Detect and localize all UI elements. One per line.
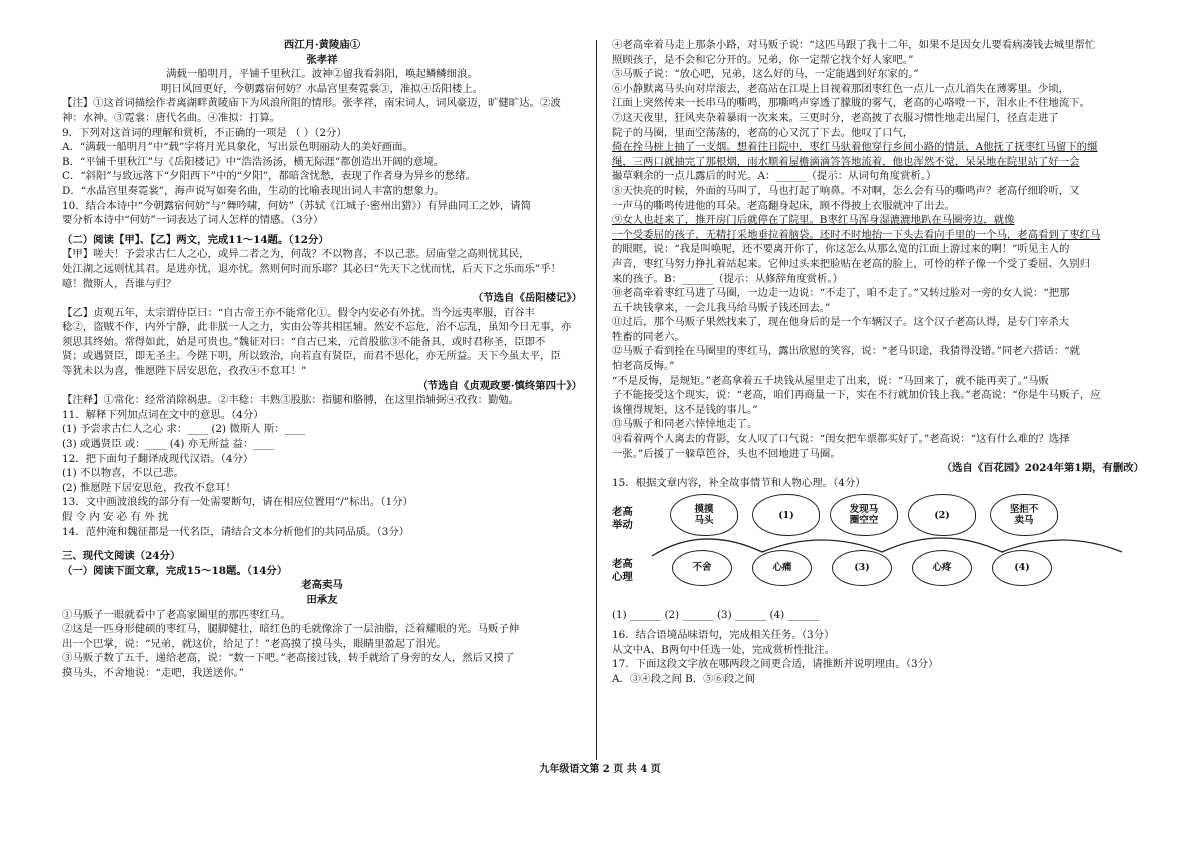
feeling-bubble: (3) [832,550,892,586]
text-line: 撮草剩余的一点儿露后的时光。A：______（提示：从词句角度赏析。） [612,170,937,183]
text-line: 院子的马圈，里面空荡荡的，老高的心又沉了下去。他叹了口气， [612,126,914,139]
text-line: ⑬马贩子和同老六悻悻地走了。 [612,418,758,431]
text-line: (3) 或遇贤臣 或：____ (4) 亦无所益 益：____ [62,438,275,451]
text-line: 一声马的嘶鸣传进他的耳朵。老高翻身起床，顾不得披上衣服就冲了出去。 [612,199,955,212]
text-line: 一张。”后援了一躲草笆谷，头也不回地进了马圈。 [612,447,841,460]
text-line: ⑧天快亮的时候，外面的马叫了，马也打起了响鼻。不对啊，怎么会有马的嘶鸣声？老高仔细聆听，又 [612,184,1080,197]
text-line: 声音，枣红马努力挣扎着站起来。它伸过头来把脸贴在老高的脸上，可怜的样子像一个受了委屈、久别归 [612,257,1090,270]
text-line: (1) ______ (2) ______ (3) ______ (4) ______ [612,609,819,622]
text-line: 噫！微斯人，吾谁与归？ [62,277,177,290]
text-line: 【甲】嗟夫！予尝求古仁人之心，或异二者之为，何哉？不以物喜，不以己悲。居庙堂之高则忧其民， [62,248,530,261]
text-line: (1) 不以物喜，不以己悲。 [62,467,184,480]
text-line: 明日风回更好，今朝露宿何妨？水晶宫里奏霓裳③，准拟④岳阳楼上。 [160,82,484,95]
column-divider [596,40,597,760]
text-line: 绳，三两口就抽完了那根烟，雨水顺着屋檐滴滴答答地流着，他也浑然不觉，呆呆地在院里站了好一会 [612,155,1080,168]
text-line: ③马贩子数了五千，递给老高，说：“数一下吧。”老高接过钱，转手就给了身旁的女人，然后又摸了 [62,652,515,665]
text-line: ⑨女人也赶来了，推开房门后就停在了院里。B枣红马浑身湿漉漉地趴在马圈旁边，就像 [612,214,1015,227]
feeling-bubble: 心痛 [752,550,812,586]
text-line: 照顾孩子，是不会和它分开的。兄弟，你一定帮它找个好人家吧。” [612,53,914,66]
text-line: 11．解释下列加点词在文中的意思。（4分） [62,408,264,421]
text-line: 14．范仲淹和魏征都是一代名臣，请结合文本分析他们的共同品质。（3分） [62,525,410,538]
action-cloud: 发现马 圈空空 [830,494,898,536]
text-line: 处江湖之远则忧其君。是进亦忧，退亦忧。然则何时而乐耶？其必曰“先天下之忧而忧，后天下之乐而乐”乎！ [62,262,561,275]
text-line: 9．下列对这首词的理解和赏析，不正确的一项是 （ ）（2分） [62,126,347,139]
text-line: ⑤马贩子说：“放心吧，兄弟，这么好的马，一定能遇到好东家的。” [612,68,919,81]
text-line: 倚在拴马桩上抽了一支烟。想着往日院中，枣红马驮着他穿行乡间小路的情景，A他抚了抚枣红马留下的缰 [612,141,1098,154]
left-column [62,38,582,681]
text-line: 15．根据文章内容，补全故事情节和人物心理。（4分） [612,476,866,489]
text-line: 要分析本诗中“何妨”一词表达了词人怎样的情感。（3分） [62,214,324,227]
text-line: 贤；或遇贤臣，即无圣主。今陛下明，所以致治，向若直有贤臣，而君不思化，亦无所益。天下今虽太平，臣 [62,350,561,363]
right-top-text [612,38,1144,490]
text-line: 西江月·黄陵庙① [283,39,361,51]
text-line: 神：水神。③霓裳：唐代名曲。④准拟：打算。 [62,111,281,124]
text-line: 子不能接受这个现实，说：“老高，咱们再商量一下，实在不行就加价钱上我。”老高说：“你是牛马贩子，应 [612,389,1101,402]
text-line: 【注】①这首词描绘作者离湖畔黄陵庙下为风浪所阻的情形。张孝祥，南宋词人，词风豪迈，旷健旷达。②波 [62,97,561,110]
text-line: ②这是一匹身形健硕的枣红马，腿脚健壮，暗红色的毛就像涂了一层油脂，泛着耀眼的光。马贩子伸 [62,623,520,636]
text-line: 张孝祥 [306,53,338,66]
text-line: 出一个巴掌，说：“兄弟，就这价，给足了！”老高摸了摸马头，眼睛里盈起了泪光。 [62,637,447,650]
row-label-feelings: 老高 心理 [612,558,633,584]
text-line: C．“斜阳”与致远落下“夕阳西下”中的“夕阳”，都暗含忧愁，表现了作者身为异乡的愁绪。 [62,170,476,183]
action-cloud: (2) [908,494,976,536]
text-line: ⑫马贩子看到拴在马圈里的枣红马，露出欣慰的笑容，说：“老马识途，我猜得没错。”同老六搭话：“就 [612,345,1080,358]
text-line: 五千块钱拿来，一会儿我马给马贩子钱还回去。” [612,301,831,314]
text-line: ⑭看着两个人离去的背影，女人叹了口气说：“闺女把车票都买好了。”老高说：“这有什么难的？选择 [612,433,1070,446]
page-footer: 九年级语文第 2 页 共 4 页 [539,764,661,775]
text-line: ①马贩子一眼就看中了老高家圈里的那匹枣红马。 [62,608,291,621]
text-line: （节选自《岳阳楼记》） [472,292,582,305]
text-line: 摸马头，不舍地说：“走吧，我送送你。” [62,666,245,679]
feeling-bubble: 不舍 [672,550,732,586]
text-line: 一个受委屈的孩子，无精打采地垂拉着脑袋。还时不时地抬一下头去看向手里的一个马，老高看到了枣红马 [612,228,1101,241]
text-line: 稔②，盗贼不作，内外宁静，此非朕一人之力，实由公等共相匡辅。然安不忘危，治不忘乱，虽知今日无事，亦 [62,321,572,334]
text-line: 牲畜的同老六。 [612,330,685,343]
text-line: （二）阅读【甲】、【乙】两文，完成11～14题。（12分） [62,233,329,246]
action-cloud: (1) [752,494,820,536]
text-line: 老高卖马 [301,579,343,592]
text-line: 假 令 内 安 必 有 外 扰 [62,511,169,523]
feeling-bubble: 心疼 [912,550,972,586]
text-line: 满载一船明月，平铺千里秋江。波神②留我看斜阳，唤起鳞鳞细浪。 [166,68,478,81]
feeling-bubble: (4) [992,550,1052,586]
text-line: 田承友 [306,593,338,606]
text-line: B．“平铺千里秋江”与《岳阳楼记》中“浩浩汤汤，横无际涯”都创造出开阔的意境。 [62,155,445,168]
row-label-actions: 老高 举动 [612,506,633,532]
right-bottom-text [612,608,1144,686]
plot-diagram [612,494,1144,606]
text-line: (2) 惟愿陛下居安思危，孜孜不怠耳！ [62,481,236,494]
text-line: 10．结合本诗中“今朝露宿何妨”与“舞吟啸，何妨”（苏轼《江城子·密州出猎》）有异曲同工之妙，请简 [62,199,531,212]
text-line: 17．下面这段文字放在哪两段之间更合适，请推断并说明理由。（3分） [612,658,939,671]
text-line: 16．结合语境品味语句，完成相关任务。（3分） [612,629,835,641]
text-line: ⑩老高牵着枣红马进了马圈，一边走一边说：“不走了，咱不走了。”又转过脸对一旁的女人说：“把那 [612,287,1070,300]
text-line: 江面上突然传来一长串马的嘶鸣，那嘶鸣声穿透了朦胧的雾气，老高的心咯噔一下，泪水止不住地流下。 [612,97,1090,110]
text-line: “不是反悔，是规矩。”老高拿着五千块钱从屋里走了出来，说：“马回来了，就不能再卖了。”马贩 [612,374,1049,387]
text-line: ⑦这天夜里，狂风夹杂着暴雨一次来来。三更时分，老高披了衣服习惯性地走出屋门，径直走进了 [612,111,1059,124]
text-line: ⑥小静默离马头向对岸滚去，老高站在江堤上目视着那团枣红色一点儿一点儿消失在薄雾里。少顷， [612,82,1070,95]
text-line: A．③④段之间 B．⑤⑥段之间 [612,672,756,685]
text-line: 的眼眶，说：“我是叫唤呢，还不要离开你了，你这怎么从那么宽的江面上游过来的啊！”听见主人的 [612,243,1070,256]
text-line: 【注释】①常化：经常消除祸患。②丰稔：丰熟③股肱：指腿和胳膊，在这里指辅弼④孜孜：勤勉。 [62,394,520,407]
text-line: （选自《百花园》2024年第1期，有删改） [941,462,1144,475]
text-line: D．“水晶宫里奏霓裳”，海声说写如奏名曲，生动的比喻表现出词人丰富的想象力。 [62,184,445,197]
text-line: (1) 予尝求古仁人之心 求：____ (2) 微斯人 斯：____ [62,423,306,436]
text-line: 三、现代文阅读（24分） [62,550,181,563]
text-line: 来的孩子。B：______（提示：从修辞角度赏析。） [612,272,844,285]
text-line: ⑪过后，那个马贩子果然找来了，现在他身后的是一个车辆汉子。这个汉子老高认得，是专门宰杀大 [612,316,1070,329]
text-line: 该懂得规矩，这不是钱的事儿。” [612,403,758,416]
text-line: 【乙】贞观五年，太宗谓侍臣曰：“自古帝王亦不能常化①。假令内安必有外扰。当今远夷率服，百谷丰 [62,306,535,319]
text-line: （节选自《贞观政要·慎终第四十》） [417,379,582,392]
action-cloud: 坚拒不 卖马 [990,494,1058,536]
text-line: 从文中A、B两句中任选一处，完成赏析性批注。 [612,643,835,656]
text-line: 12．把下面句子翻译成现代汉语。（4分） [62,452,254,465]
right-column [612,38,1144,686]
text-line: 等犹未以为喜，惟愿陛下居安思危，孜孜④不怠耳！” [62,365,307,378]
text-line: （一）阅读下面文章，完成15～18题。（14分） [62,564,288,577]
text-line: A．“满载一船明月”中“载”字将月光具象化，写出景色明丽动人的美好画面。 [62,141,413,154]
text-line: 怕老高反悔。” [612,360,675,373]
text-line: ④老高牵着马走上那条小路，对马贩子说：“这匹马跟了我十二年，如果不是因女儿要看病凑钱去城里帮忙 [612,39,1096,51]
text-line: 13．文中画波浪线的部分有一处需要断句，请在相应位置用“/”标出。（1分） [62,496,413,509]
text-line: 须思其终始。常得如此，始是可贵也。”魏征对曰：“自古已来，元首股肱③不能备具，或时君称圣，臣即不 [62,335,546,348]
action-cloud: 摸摸 马头 [670,494,738,536]
